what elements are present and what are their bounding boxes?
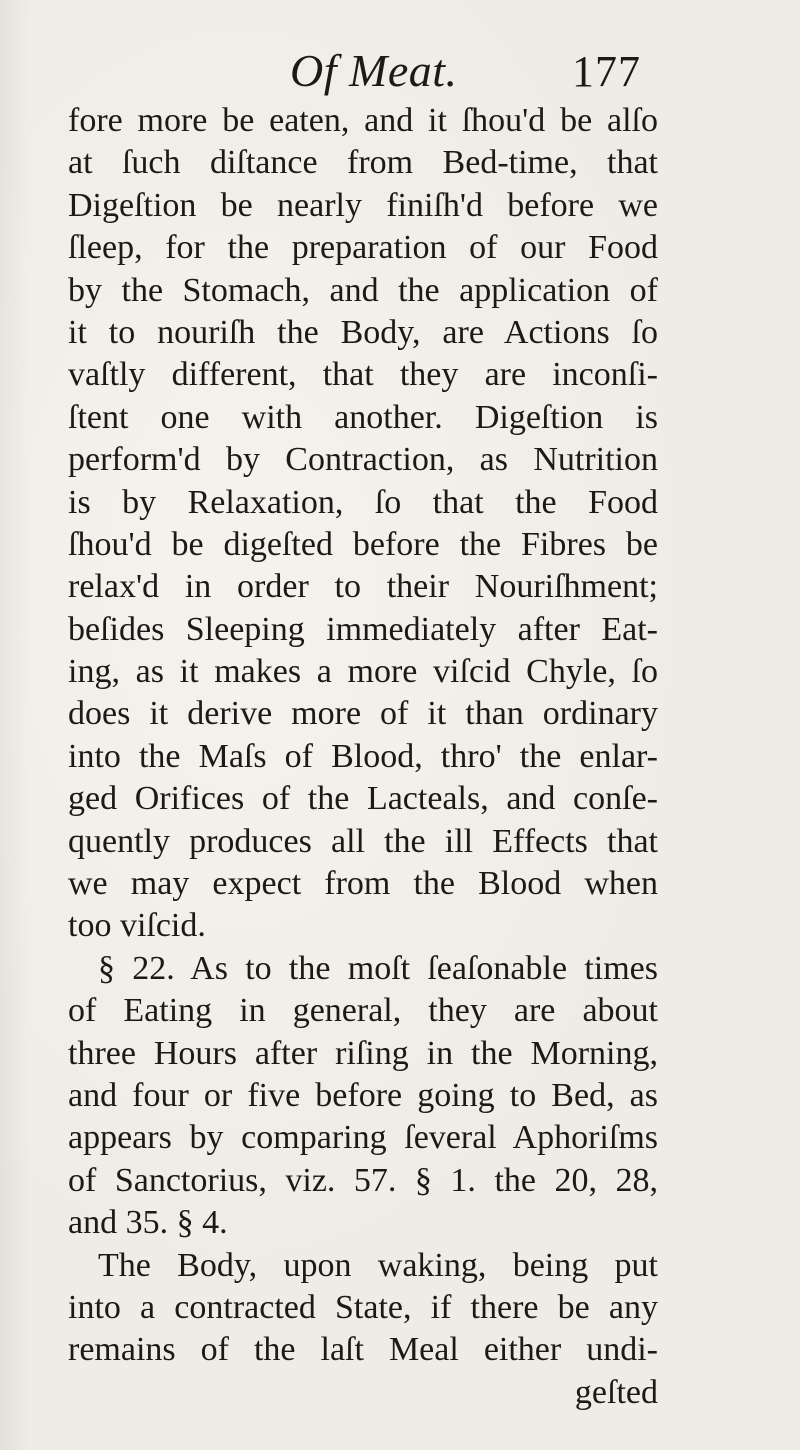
text-line: and four or five before going to Bed, as bbox=[68, 1076, 658, 1114]
page-header bbox=[0, 44, 800, 104]
running-head: Of Meat. bbox=[290, 45, 458, 96]
text-line: by the Stomach, and the application of bbox=[68, 271, 658, 309]
text-line: into the Maſs of Blood, thro' the enlar- bbox=[68, 737, 658, 775]
page-number: 177 bbox=[572, 47, 641, 96]
text-line: it to nouriſh the Body, are Actions ſo bbox=[68, 313, 658, 351]
text-line: ſleep, for the preparation of our Food bbox=[68, 229, 658, 267]
text-line: Digeſtion be nearly finiſh'd before we bbox=[68, 186, 658, 224]
text-line: into a contracted State, if there be any bbox=[68, 1288, 658, 1326]
text-line: ſtent one with another. Digeſtion is bbox=[68, 398, 658, 436]
text-line: and 35. § 4. bbox=[68, 1204, 228, 1242]
text-line: quently produces all the ill Effects that bbox=[68, 822, 658, 860]
text-line: perform'd by Contraction, as Nutrition bbox=[68, 441, 658, 479]
text-line: relax'd in order to their Nouriſhment; bbox=[68, 568, 658, 606]
text-line: is by Relaxation, ſo that the Food bbox=[68, 483, 658, 521]
text-line: ſhou'd be digeſted before the Fibres be bbox=[68, 525, 658, 563]
text-line: vaſtly different, that they are inconſi- bbox=[68, 356, 658, 394]
section-line: § 22. As to the moſt ſeaſonable times bbox=[98, 949, 658, 987]
paragraph-line: The Body, upon waking, being put bbox=[98, 1246, 658, 1284]
text-line: ged Orifices of the Lacteals, and conſe- bbox=[68, 780, 658, 818]
text-line: too viſcid. bbox=[68, 907, 206, 945]
text-line: beſides Sleeping immediately after Eat- bbox=[68, 610, 658, 648]
body-text bbox=[68, 100, 658, 1414]
catchword: geſted bbox=[574, 1373, 658, 1411]
text-line: three Hours after riſing in the Morning, bbox=[68, 1034, 658, 1072]
text-line: at ſuch diſtance from Bed-time, that bbox=[68, 144, 658, 182]
text-line: of Eating in general, they are about bbox=[68, 992, 658, 1030]
text-line: fore more be eaten, and it ſhou'd be alſo bbox=[68, 102, 658, 139]
text-line: appears by comparing ſeveral Aphoriſms bbox=[68, 1119, 658, 1157]
text-line: we may expect from the Blood when bbox=[68, 865, 658, 903]
text-line: ing, as it makes a more viſcid Chyle, ſo bbox=[68, 653, 658, 691]
text-line: does it derive more of it than ordinary bbox=[68, 695, 658, 733]
text-line: remains of the laſt Meal either undi- bbox=[68, 1331, 658, 1369]
text-line: of Sanctorius, viz. 57. § 1. the 20, 28, bbox=[68, 1161, 658, 1199]
